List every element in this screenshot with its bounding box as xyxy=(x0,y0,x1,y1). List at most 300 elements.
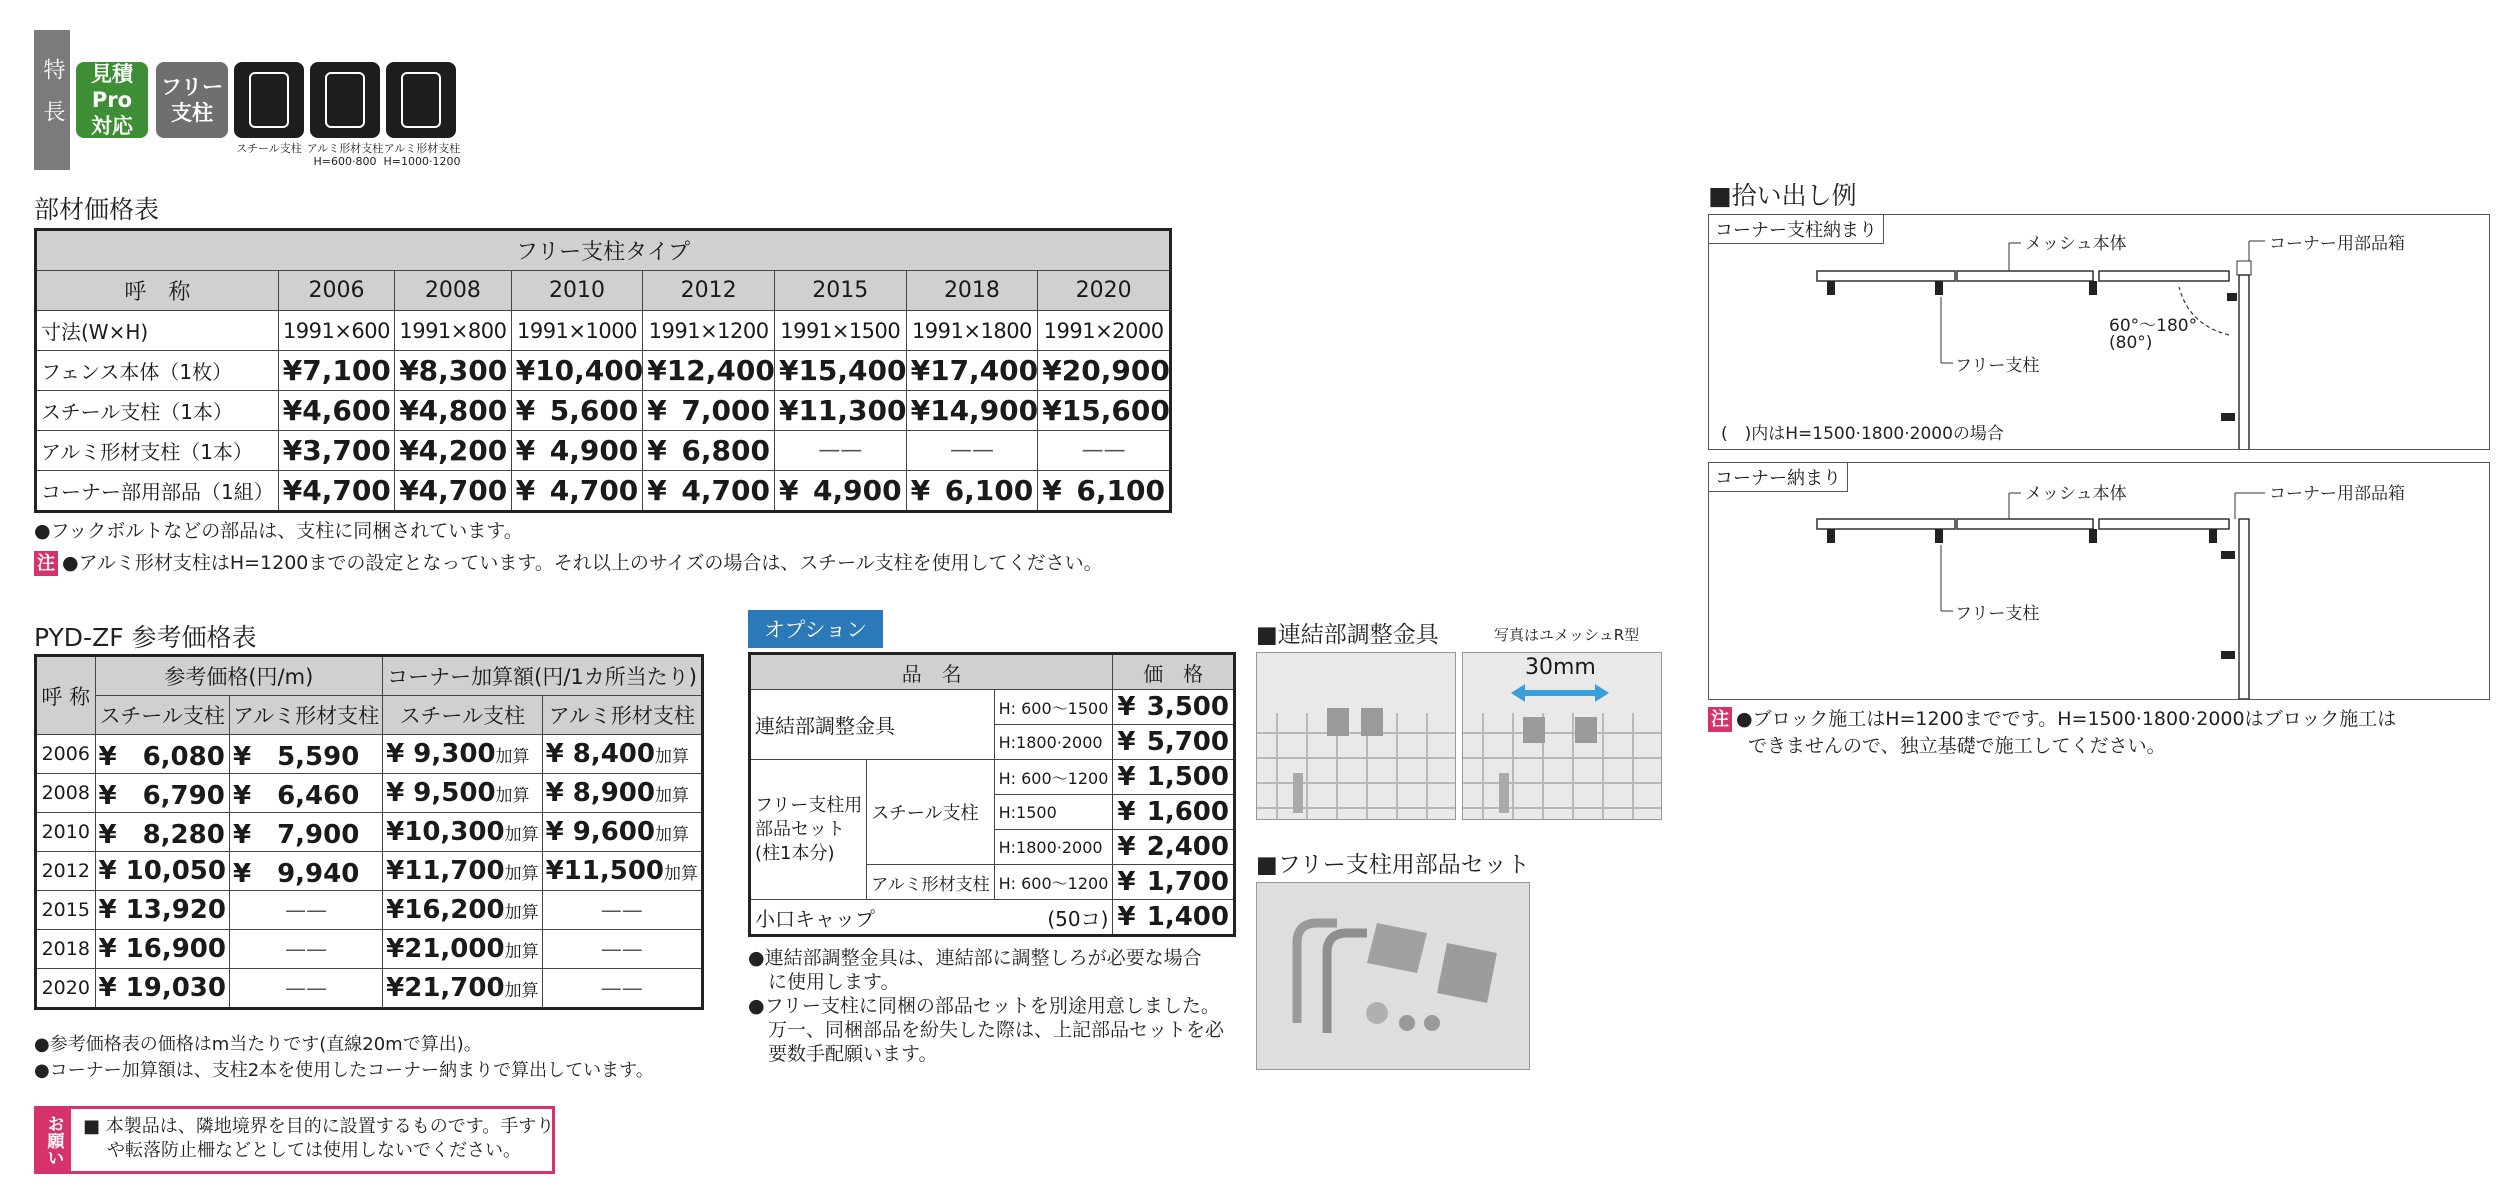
price-value: 4,700 xyxy=(549,474,639,507)
size-row xyxy=(36,311,1171,351)
request-line: ■ 本製品は、隣地境界を目的に設置するものです。手すり xyxy=(83,1116,555,1137)
table-row xyxy=(36,735,703,774)
price-cell xyxy=(278,471,394,512)
ref-price-cell xyxy=(95,969,229,1009)
parts-note-2 xyxy=(34,548,1103,575)
free-post-badge xyxy=(156,62,228,138)
add-suffix: 加算 xyxy=(504,864,539,884)
ref-price-cell xyxy=(229,813,382,852)
parts-note-1: ●フックボルトなどの部品は、支柱に同梱されています。 xyxy=(34,520,523,542)
price-value: 4,700 xyxy=(681,474,770,507)
price-value: ¥ 5,590 xyxy=(232,741,360,772)
price-value: ¥11,700 xyxy=(386,856,505,886)
yen-sign: ¥ xyxy=(399,434,419,467)
row-label: アルミ形材支柱（1本） xyxy=(36,431,279,471)
parts-price-table xyxy=(34,228,1172,513)
request-text xyxy=(83,1115,554,1163)
price-value: 1,700 xyxy=(1146,867,1229,897)
mesh-label: メッシュ本体 xyxy=(2025,484,2127,504)
price-value: ¥16,200 xyxy=(386,895,505,925)
ref-price-cell xyxy=(229,852,382,891)
yen-sign: ¥ xyxy=(1117,762,1136,792)
parts-note-2-text: ●アルミ形材支柱はH=1200までの設定となっています。それ以上のサイズの場合は、スチール支柱を使用してください。 xyxy=(62,552,1103,574)
size-cell: 1991×1800 xyxy=(906,311,1038,351)
alumi-post-800-caption xyxy=(306,142,384,168)
price-value: 10,400 xyxy=(535,354,644,387)
corner-parts-label: コーナー用部品箱 xyxy=(2269,234,2405,254)
layout-example-title: ■拾い出し例 xyxy=(1708,181,1857,210)
alumi-post-800-icon xyxy=(310,62,380,138)
add-suffix: 加算 xyxy=(504,825,539,845)
ref-price-cell xyxy=(542,774,702,813)
option-note-line: ●連結部調整金具は、連結部に調整しろが必要な場合 xyxy=(748,947,1202,969)
price-value: ¥ 6,790 xyxy=(98,780,225,811)
col-alumi: アルミ形材支柱 xyxy=(229,696,382,735)
price-value: ¥ 8,400 xyxy=(545,739,655,769)
caption-line: H=600·800 xyxy=(313,155,377,168)
price-value: ¥ 16,900 xyxy=(98,934,226,964)
badge-label-top: 見積Pro xyxy=(91,62,133,112)
price-value: 4,700 xyxy=(418,474,508,507)
code-cell: 2018 xyxy=(36,930,96,969)
price-cell xyxy=(774,351,906,391)
yen-sign: ¥ xyxy=(647,474,667,507)
features-tag-text: 特長 xyxy=(40,58,65,142)
price-cell xyxy=(278,431,394,471)
ref-name-label: 呼 称 xyxy=(36,656,96,735)
price-value: 20,900 xyxy=(1061,354,1170,387)
price-value: 6,100 xyxy=(1076,474,1165,507)
price-cell xyxy=(278,391,394,431)
option-spec: H:1800·2000 xyxy=(994,725,1113,760)
code-cell: 2010 xyxy=(511,271,643,311)
option-spec: H:1500 xyxy=(994,795,1113,830)
price-value: 5,600 xyxy=(549,394,639,427)
layout-note-line: ●ブロック施工はH=1200までです。H=1500·1800·2000はブロック施工は xyxy=(1736,708,2397,730)
price-cell xyxy=(643,471,775,512)
size-cell: 1991×1500 xyxy=(774,311,906,351)
angle-paren-label: (80°) xyxy=(2109,333,2153,353)
yen-sign: ¥ xyxy=(1117,797,1136,827)
parts-set-image xyxy=(1257,883,1529,1069)
request-line: や転落防止柵などとしては使用しないでください。 xyxy=(107,1140,521,1161)
corner-label: コーナー納まり xyxy=(1708,462,1848,492)
joint-photo-2 xyxy=(1462,652,1662,820)
price-value: 17,400 xyxy=(930,354,1039,387)
ref-price-cell xyxy=(95,774,229,813)
joint-photo-1 xyxy=(1256,652,1456,820)
ref-price-cell xyxy=(383,813,542,852)
free-post-label: フリー支柱 xyxy=(1955,356,2040,376)
option-row xyxy=(750,900,1235,936)
price-value: 4,200 xyxy=(418,434,508,467)
ref-price-cell xyxy=(229,969,382,1009)
name-label: 呼 称 xyxy=(36,271,279,311)
size-label: 寸法(W×H) xyxy=(36,311,279,351)
row-label: コーナー部用部品（1組） xyxy=(36,471,279,512)
ref-price-cell xyxy=(95,852,229,891)
parts-photo-title: ■フリー支柱用部品セット xyxy=(1256,852,1530,878)
yen-sign: ¥ xyxy=(1117,902,1136,932)
table-row xyxy=(36,351,1171,391)
col-steel: スチール支柱 xyxy=(95,696,229,735)
ref-price-table xyxy=(34,654,704,1010)
add-suffix: 加算 xyxy=(495,747,530,767)
price-value: 14,900 xyxy=(930,394,1039,427)
paren-note: ( )内はH=1500·1800·2000の場合 xyxy=(1721,424,2004,444)
yen-sign: ¥ xyxy=(515,354,536,387)
option-price xyxy=(1113,830,1235,865)
corner-parts-label: コーナー用部品箱 xyxy=(2269,484,2405,504)
table-row xyxy=(36,391,1171,431)
price-cell xyxy=(643,351,775,391)
ref-price-cell xyxy=(542,735,702,774)
request-tag xyxy=(37,1109,71,1171)
add-suffix: 加算 xyxy=(664,864,698,884)
alumi-post-1200-caption xyxy=(382,142,462,168)
corner-post-diagram xyxy=(1708,214,2490,450)
yen-sign: ¥ xyxy=(515,474,536,507)
layout-note-line: できませんので、独立基礎で施工してください。 xyxy=(1748,735,2166,757)
ref-group-1: 参考価格(円/m) xyxy=(95,656,383,696)
price-cell xyxy=(774,471,906,512)
set-name-line: (柱1本分) xyxy=(755,842,835,864)
price-value: —— xyxy=(285,937,328,961)
post-shape-icon xyxy=(249,72,289,128)
yen-sign: ¥ xyxy=(282,394,303,427)
price-value: ¥ 9,940 xyxy=(232,858,360,889)
row-label: スチール支柱（1本） xyxy=(36,391,279,431)
yen-sign: ¥ xyxy=(515,434,536,467)
option-note-line: 万一、同梱部品を紛失した際は、上記部品セットを必 xyxy=(768,1019,1225,1041)
price-cell: —— xyxy=(774,431,906,471)
option-price xyxy=(1113,725,1235,760)
steel-post-caption: スチール支柱 xyxy=(236,142,302,155)
parts-set-photo xyxy=(1256,882,1530,1070)
code-cell: 2020 xyxy=(36,969,96,1009)
code-cell: 2020 xyxy=(1038,271,1171,311)
price-value: ¥ 7,900 xyxy=(232,819,360,850)
set-name-line: 部品セット xyxy=(755,818,845,840)
size-cell: 1991×2000 xyxy=(1038,311,1171,351)
yen-sign: ¥ xyxy=(1042,474,1062,507)
price-value: 8,300 xyxy=(418,354,508,387)
price-cell: —— xyxy=(1038,431,1171,471)
yen-sign: ¥ xyxy=(399,354,419,387)
price-value: 4,900 xyxy=(549,434,639,467)
alumi-post-1200-icon xyxy=(386,62,456,138)
price-value: ¥ 8,280 xyxy=(98,819,225,850)
size-cell: 1991×800 xyxy=(395,311,511,351)
ref-price-cell xyxy=(229,930,382,969)
price-value: ¥ 13,920 xyxy=(98,895,226,925)
parts-rows xyxy=(36,351,1171,512)
price-cell xyxy=(1038,351,1171,391)
alumi-label: アルミ形材支柱 xyxy=(867,865,994,900)
code-cell: 2006 xyxy=(36,735,96,774)
price-value: 4,700 xyxy=(302,474,391,507)
ref-group-2: コーナー加算額(円/1カ所当たり) xyxy=(383,656,703,696)
yen-sign: ¥ xyxy=(910,354,931,387)
table-header-row xyxy=(36,230,1171,271)
joint-name: 連結部調整金具 xyxy=(750,690,995,760)
price-value: 15,400 xyxy=(798,354,907,387)
joint-photo-title: ■連結部調整金具 xyxy=(1256,622,1439,648)
price-cell xyxy=(1038,391,1171,431)
post-shape-icon xyxy=(401,72,441,128)
yen-sign: ¥ xyxy=(647,394,667,427)
code-row xyxy=(36,271,1171,311)
price-cell xyxy=(395,351,511,391)
table-row xyxy=(36,471,1171,512)
add-suffix: 加算 xyxy=(495,786,530,806)
yen-sign: ¥ xyxy=(282,474,303,507)
price-value: ¥ 9,300 xyxy=(386,739,496,769)
code-cell: 2006 xyxy=(278,271,394,311)
mesh-joint-image xyxy=(1257,653,1455,819)
price-value: —— xyxy=(600,898,643,922)
mitsumori-pro-badge xyxy=(76,62,148,138)
add-suffix: 加算 xyxy=(504,981,539,1001)
yen-sign: ¥ xyxy=(778,394,799,427)
price-value: ¥ 19,030 xyxy=(98,973,226,1003)
price-value: ¥ 10,050 xyxy=(98,856,226,886)
yen-sign: ¥ xyxy=(910,394,931,427)
option-note-line: に使用します。 xyxy=(768,971,900,993)
features-tag xyxy=(34,30,70,170)
price-value: 7,100 xyxy=(302,354,391,387)
ref-price-cell xyxy=(95,813,229,852)
option-note-line: ●フリー支柱に同梱の部品セットを別途用意しました。 xyxy=(748,995,1220,1017)
table-row xyxy=(36,813,703,852)
price-value: 12,400 xyxy=(666,354,775,387)
yen-sign: ¥ xyxy=(1117,692,1136,722)
option-price xyxy=(1113,900,1235,936)
row-label: フェンス本体（1枚） xyxy=(36,351,279,391)
option-price xyxy=(1113,795,1235,830)
price-cell xyxy=(643,431,775,471)
badge-label-bottom: 支柱 xyxy=(171,101,213,125)
ref-price-cell xyxy=(95,891,229,930)
price-cell xyxy=(511,471,643,512)
ref-subheader-row xyxy=(36,696,703,735)
code-cell: 2012 xyxy=(36,852,96,891)
code-cell: 2008 xyxy=(395,271,511,311)
price-cell xyxy=(395,471,511,512)
option-row xyxy=(750,690,1235,725)
col-alumi: アルミ形材支柱 xyxy=(542,696,702,735)
yen-sign: ¥ xyxy=(515,394,536,427)
option-spec: H: 600〜1200 xyxy=(994,865,1113,900)
price-value: 2,400 xyxy=(1146,832,1229,862)
price-value: ¥ 6,460 xyxy=(232,780,360,811)
ref-price-cell xyxy=(383,852,542,891)
price-cell xyxy=(511,431,643,471)
angle-label: 60°〜180° xyxy=(2109,316,2198,336)
table-row xyxy=(36,969,703,1009)
set-name xyxy=(750,760,867,900)
price-value: ¥21,700 xyxy=(386,973,505,1003)
yen-sign: ¥ xyxy=(647,354,667,387)
price-value: ¥10,300 xyxy=(386,817,505,847)
yen-sign: ¥ xyxy=(778,354,799,387)
ref-price-cell xyxy=(229,735,382,774)
option-note-line: 要数手配願います。 xyxy=(768,1043,938,1065)
price-cell xyxy=(395,391,511,431)
ref-price-cell xyxy=(229,891,382,930)
option-row xyxy=(750,760,1235,795)
option-name-header: 品 名 xyxy=(750,654,1113,690)
price-value: —— xyxy=(600,976,643,1000)
code-cell: 2015 xyxy=(774,271,906,311)
free-post-label: フリー支柱 xyxy=(1955,604,2040,624)
table-row xyxy=(36,852,703,891)
table-row xyxy=(36,774,703,813)
price-value: 1,600 xyxy=(1146,797,1229,827)
price-cell xyxy=(511,391,643,431)
yen-sign: ¥ xyxy=(399,474,419,507)
add-suffix: 加算 xyxy=(504,903,539,923)
price-value: ¥ 9,600 xyxy=(545,817,655,847)
caption-line: アルミ形材支柱 xyxy=(306,142,384,155)
option-header-row xyxy=(750,654,1235,690)
table-row xyxy=(36,431,1171,471)
ref-rows xyxy=(36,735,703,1009)
price-cell xyxy=(278,351,394,391)
badge-label-top: フリー xyxy=(160,75,224,99)
yen-sign: ¥ xyxy=(282,354,303,387)
size-cell: 1991×1000 xyxy=(511,311,643,351)
price-cell xyxy=(1038,471,1171,512)
code-cell: 2012 xyxy=(643,271,775,311)
add-suffix: 加算 xyxy=(654,825,689,845)
price-value: 11,300 xyxy=(798,394,907,427)
yen-sign: ¥ xyxy=(1042,394,1062,427)
price-value: 4,900 xyxy=(813,474,902,507)
corner-post-label: コーナー支柱納まり xyxy=(1708,214,1884,244)
price-value: 1,400 xyxy=(1146,902,1229,932)
price-value: 6,800 xyxy=(681,434,770,467)
col-steel: スチール支柱 xyxy=(383,696,542,735)
ref-price-cell xyxy=(542,813,702,852)
set-name-line: フリー支柱用 xyxy=(755,794,863,816)
option-spec: H: 600〜1500 xyxy=(994,690,1113,725)
option-table xyxy=(748,652,1236,937)
table-row xyxy=(36,930,703,969)
steel-label: スチール支柱 xyxy=(867,760,994,865)
code-cell: 2015 xyxy=(36,891,96,930)
ref-price-cell xyxy=(542,852,702,891)
ref-price-cell xyxy=(383,735,542,774)
ref-price-cell xyxy=(229,774,382,813)
yen-sign: ¥ xyxy=(910,474,931,507)
size-cell: 1991×1200 xyxy=(643,311,775,351)
yen-sign: ¥ xyxy=(647,434,667,467)
price-cell xyxy=(906,351,1038,391)
cap-unit: (50コ) xyxy=(1047,906,1109,931)
price-value: ¥ 9,500 xyxy=(386,778,496,808)
price-value: 1,500 xyxy=(1146,762,1229,792)
request-box xyxy=(34,1106,555,1174)
price-cell xyxy=(774,391,906,431)
code-cell: 2008 xyxy=(36,774,96,813)
option-price-header: 価 格 xyxy=(1113,654,1235,690)
price-value: 4,800 xyxy=(418,394,508,427)
add-suffix: 加算 xyxy=(654,786,689,806)
price-value: 4,600 xyxy=(302,394,391,427)
ref-price-cell xyxy=(383,891,542,930)
ref-note-1: ●参考価格表の価格はm当たりです(直線20mで算出)。 xyxy=(34,1034,482,1055)
price-value: 3,700 xyxy=(302,434,391,467)
code-cell: 2018 xyxy=(906,271,1038,311)
price-cell: —— xyxy=(906,431,1038,471)
joint-photo-caption: 写真はユメッシュR型 xyxy=(1494,626,1640,644)
price-value: ¥ 8,900 xyxy=(545,778,655,808)
ref-price-cell xyxy=(383,774,542,813)
steel-post-icon xyxy=(234,62,304,138)
option-price xyxy=(1113,760,1235,795)
cap-label: 小口キャップ xyxy=(755,906,875,931)
yen-sign: ¥ xyxy=(1117,867,1136,897)
price-cell xyxy=(511,351,643,391)
yen-sign: ¥ xyxy=(399,394,419,427)
yen-sign: ¥ xyxy=(1117,832,1136,862)
yen-sign: ¥ xyxy=(282,434,303,467)
post-shape-icon xyxy=(325,72,365,128)
option-price xyxy=(1113,865,1235,900)
cap-name xyxy=(750,900,1113,936)
price-cell xyxy=(906,391,1038,431)
price-cell xyxy=(906,471,1038,512)
option-badge: オプション xyxy=(748,610,883,648)
price-cell xyxy=(395,431,511,471)
badge-label-bottom: 対応 xyxy=(91,114,133,138)
price-value: 6,100 xyxy=(944,474,1034,507)
ref-note-2: ●コーナー加算額は、支柱2本を使用したコーナー納まりで算出しています。 xyxy=(34,1060,654,1081)
option-spec: H:1800·2000 xyxy=(994,830,1113,865)
price-value: ¥11,500 xyxy=(545,856,664,886)
ref-price-cell xyxy=(95,735,229,774)
ref-table-title: PYD-ZF 参考価格表 xyxy=(34,623,257,652)
price-value: —— xyxy=(285,898,328,922)
option-spec: H: 600〜1200 xyxy=(994,760,1113,795)
caption-line: H=1000·1200 xyxy=(383,155,461,168)
layout-note xyxy=(1708,706,2396,759)
parts-table-title: 部材価格表 xyxy=(34,195,160,224)
price-value: 3,500 xyxy=(1146,692,1229,722)
add-suffix: 加算 xyxy=(504,942,539,962)
ref-header-row xyxy=(36,656,703,696)
price-value: 15,600 xyxy=(1061,394,1170,427)
yen-sign: ¥ xyxy=(778,474,799,507)
option-price xyxy=(1113,690,1235,725)
ref-price-cell xyxy=(542,930,702,969)
ref-price-cell xyxy=(542,891,702,930)
size-cell: 1991×600 xyxy=(278,311,394,351)
caption-line: アルミ形材支柱 xyxy=(383,142,461,155)
price-value: —— xyxy=(600,937,643,961)
mesh-label: メッシュ本体 xyxy=(2025,234,2127,254)
yen-sign: ¥ xyxy=(1117,727,1136,757)
ref-price-cell xyxy=(95,930,229,969)
dimension-label: 30mm xyxy=(1525,655,1596,680)
ref-price-cell xyxy=(383,969,542,1009)
caution-tag: 注 xyxy=(34,551,58,576)
corner-diagram xyxy=(1708,462,2490,700)
price-value: 7,000 xyxy=(681,394,770,427)
price-cell xyxy=(643,391,775,431)
caution-tag: 注 xyxy=(1708,707,1732,732)
